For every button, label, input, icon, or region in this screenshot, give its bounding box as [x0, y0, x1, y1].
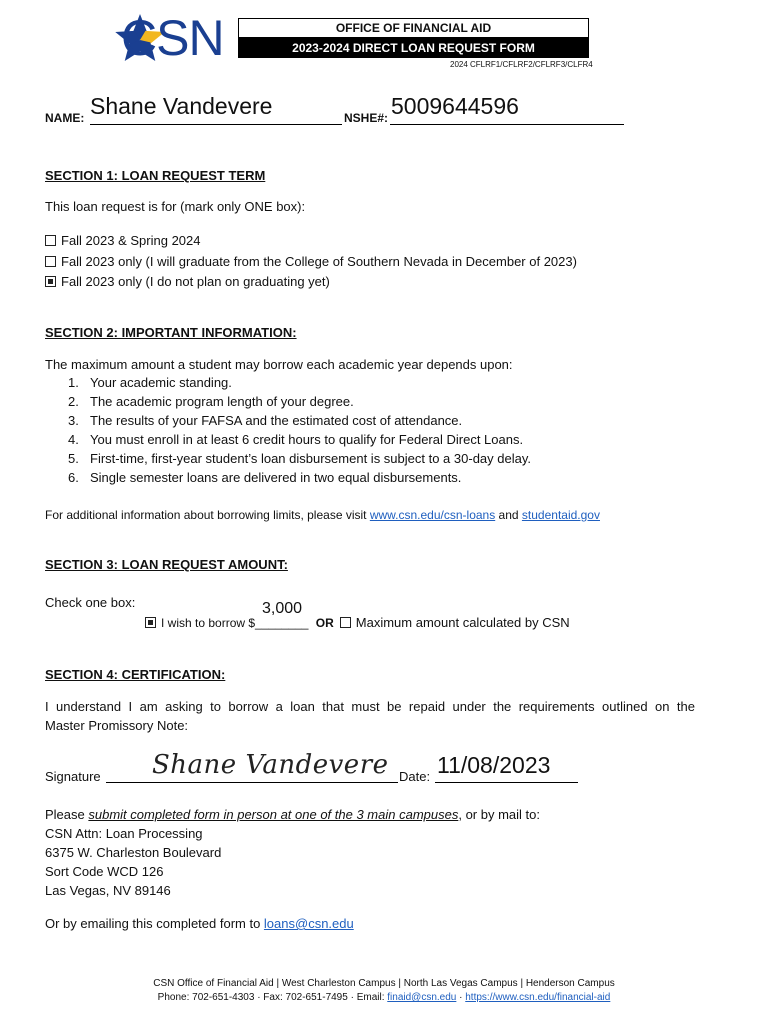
footer-campuses: CSN Office of Financial Aid | West Charleston Campus | North Las Vegas Campus | Henderson Campus — [153, 978, 615, 989]
date-label: Date: — [399, 769, 431, 784]
loan-amount-row — [145, 614, 570, 632]
borrow-amount-value: 3,000 — [262, 600, 303, 617]
list-item: 2. The academic program length of your degree. — [68, 394, 354, 409]
or-label: OR — [315, 616, 334, 630]
form-title: 2023-2024 DIRECT LOAN REQUEST FORM — [238, 38, 589, 58]
certification-text-line1: I understand I am asking to borrow a loan that must be repaid under the requirements outlined on the — [45, 699, 695, 714]
nshe-label: NSHE#: — [344, 111, 389, 125]
submit-in-person-text: submit completed form in person at one of the 3 main campuses — [88, 807, 459, 822]
logo-wordmark: CSN — [121, 10, 224, 66]
term-option-fall-graduate[interactable] — [45, 253, 577, 271]
section1-instruction: This loan request is for (mark only ONE box): — [45, 199, 306, 214]
section2-intro: The maximum amount a student may borrow each academic year depends upon: — [45, 357, 513, 372]
mail-address-line: 6375 W. Charleston Boulevard — [45, 845, 222, 860]
name-field[interactable] — [90, 92, 342, 125]
email-instructions: Or by emailing this completed form to loans@csn.edu — [45, 916, 354, 931]
checkbox-unchecked[interactable] — [45, 235, 56, 246]
date-value: 11/08/2023 — [437, 752, 551, 778]
max-amount-checkbox[interactable] — [340, 617, 351, 628]
studentaid-link[interactable]: studentaid.gov — [521, 508, 600, 522]
borrowing-info: For additional information about borrowing limits, please visit www.csn.edu/csn-loans and studentaid.gov — [45, 508, 600, 522]
office-title: OFFICE OF FINANCIAL AID — [238, 18, 589, 38]
nshe-field[interactable] — [390, 92, 624, 125]
loans-email-link[interactable]: loans@csn.edu — [263, 916, 354, 931]
term-option-label: Fall 2023 only (I will graduate from the College of Southern Nevada in December of 2023) — [61, 254, 577, 269]
term-option-fall-only[interactable] — [45, 273, 330, 291]
submission-instructions: Please submit completed form in person at one of the 3 main campuses, or by mail to: — [45, 807, 540, 822]
certification-text-line2: Master Promissory Note: — [45, 718, 189, 733]
list-item: 3. The results of your FAFSA and the estimated cost of attendance. — [68, 413, 463, 428]
finaid-email-link[interactable]: finaid@csn.edu — [387, 992, 457, 1003]
section4-heading: SECTION 4: CERTIFICATION: — [45, 667, 226, 682]
signature-value: Shane Vandevere — [152, 750, 389, 780]
list-item: 5. First-time, first-year student’s loan disbursement is subject to a 30-day delay. — [68, 451, 531, 466]
term-option-fall-spring[interactable] — [45, 232, 200, 250]
nshe-value: 5009644596 — [391, 93, 519, 119]
signature-label: Signature — [45, 769, 101, 784]
checkbox-checked[interactable] — [45, 276, 56, 287]
check-one-label: Check one box: — [45, 595, 136, 610]
list-item: 1. Your academic standing. — [68, 375, 232, 390]
borrow-label: I wish to borrow $ — [161, 616, 256, 630]
list-item: 6. Single semester loans are delivered in two equal disbursements. — [68, 470, 462, 485]
form-codes: 2024 CFLRF1/CFLRF2/CFLRF3/CLFR4 — [450, 60, 593, 69]
list-item: 4. You must enroll in at least 6 credit hours to qualify for Federal Direct Loans. — [68, 432, 524, 447]
mail-address-line: CSN Attn: Loan Processing — [45, 826, 203, 841]
date-field[interactable] — [435, 750, 578, 783]
max-amount-label: Maximum amount calculated by CSN — [355, 615, 570, 630]
section2-heading: SECTION 2: IMPORTANT INFORMATION: — [45, 325, 297, 340]
term-option-label: Fall 2023 & Spring 2024 — [61, 233, 201, 248]
signature-field[interactable] — [106, 748, 398, 783]
requirements-list — [68, 373, 531, 487]
term-option-label: Fall 2023 only (I do not plan on graduating yet) — [61, 274, 330, 289]
section3-heading: SECTION 3: LOAN REQUEST AMOUNT: — [45, 557, 288, 572]
borrow-amount-checkbox[interactable] — [145, 617, 156, 628]
name-value: Shane Vandevere — [90, 93, 273, 119]
csn-loans-link[interactable]: www.csn.edu/csn-loans — [369, 508, 496, 522]
financial-aid-url-link[interactable]: https://www.csn.edu/financial-aid — [465, 992, 611, 1003]
mail-address-line: Las Vegas, NV 89146 — [45, 883, 171, 898]
borrow-amount-field[interactable]: ________ — [255, 616, 309, 630]
name-label: NAME: — [45, 111, 85, 125]
checkbox-unchecked[interactable] — [45, 256, 56, 267]
footer-contact: Phone: 702-651-4303 · Fax: 702-651-7495 · Email: finaid@csn.edu · https://www.csn.edu/financial-aid — [157, 992, 611, 1003]
mail-address-line: Sort Code WCD 126 — [45, 864, 164, 879]
section1-heading: SECTION 1: LOAN REQUEST TERM — [45, 168, 266, 183]
